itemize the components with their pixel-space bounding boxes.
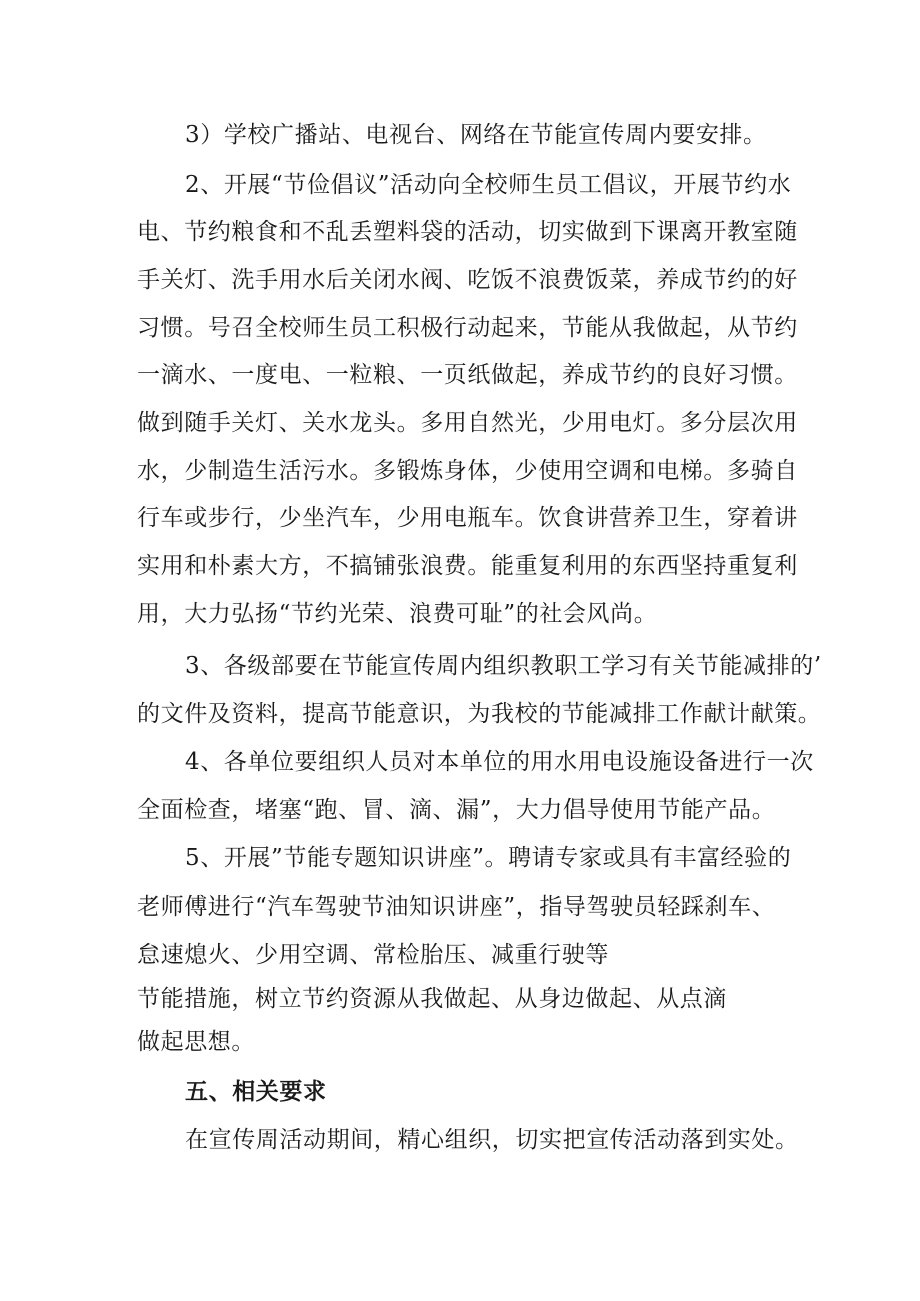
paragraph-item-2-line: 做到随手关灯、关水龙头。多用自然光，少用电灯。多分层次用 xyxy=(137,410,798,436)
paragraph-item-2-line: 一滴水、一度电、一粒粮、一页纸做起，养成节约的良好习惯。 xyxy=(137,362,798,388)
paragraph-item-5-line: 老师傅进行“汽车驾驶节油知识讲座”，指导驾驶员轻踩刹车、 xyxy=(137,894,776,920)
paragraph-item-5-line: 节能措施，树立节约资源从我做起、从身边做起、从点滴 xyxy=(137,986,727,1012)
paragraph-item-5-line: 5、开展”节能专题知识讲座”。聘请专家或具有丰富经验的 xyxy=(185,845,792,871)
paragraph-item-2-line: 水，少制造生活污水。多锻炼身体，少使用空调和电梯。多骑自 xyxy=(137,458,798,484)
paragraph-item-3-line: 3、各级部要在节能宣传周内组织教职工学习有关节能减排的’ xyxy=(185,653,822,679)
paragraph-item-3-3: 3）学校广播站、电视台、网络在节能宣传周内要安排。 xyxy=(185,122,767,148)
paragraph-item-2-line: 电、节约粮食和不乱丢塑料袋的活动，切实做到下课离开教室随 xyxy=(137,219,798,245)
paragraph-item-4-line: 全面检查，堵塞“跑、冒、滴、漏”，大力倡导使用节能产品。 xyxy=(137,797,776,823)
section-paragraph: 在宣传周活动期间，精心组织，切实把宣传活动落到实处。 xyxy=(185,1127,799,1153)
paragraph-item-2-line: 实用和朴素大方，不搞铺张浪费。能重复利用的东西坚持重复利 xyxy=(137,553,798,579)
paragraph-item-2-line: 习惯。号召全校师生员工积极行动起来，节能从我做起，从节约 xyxy=(137,315,798,341)
paragraph-item-5-line: 怠速熄火、少用空调、常检胎压、减重行驶等 xyxy=(137,942,609,968)
paragraph-item-5-line: 做起思想。 xyxy=(137,1029,255,1055)
paragraph-item-3-line: 的文件及资料，提高节能意识，为我校的节能减排工作献计献策。 xyxy=(137,701,822,727)
paragraph-item-2-line: 手关灯、洗手用水后关闭水阀、吃饭不浪费饭菜，养成节约的好 xyxy=(137,267,798,293)
paragraph-item-2-line: 行车或步行，少坐汽车，少用电瓶车。饮食讲营养卫生，穿着讲 xyxy=(137,505,798,531)
paragraph-item-2-line: 用，大力弘扬“节约光荣、浪费可耻”的社会风尚。 xyxy=(137,601,658,627)
paragraph-item-4-line: 4、各单位要组织人员对本单位的用水用电设施设备进行一次 xyxy=(185,749,814,775)
section-heading: 五、相关要求 xyxy=(185,1078,327,1105)
paragraph-item-2-line: 2、开展“节俭倡议”活动向全校师生员工倡议，开展节约水 xyxy=(185,172,792,198)
